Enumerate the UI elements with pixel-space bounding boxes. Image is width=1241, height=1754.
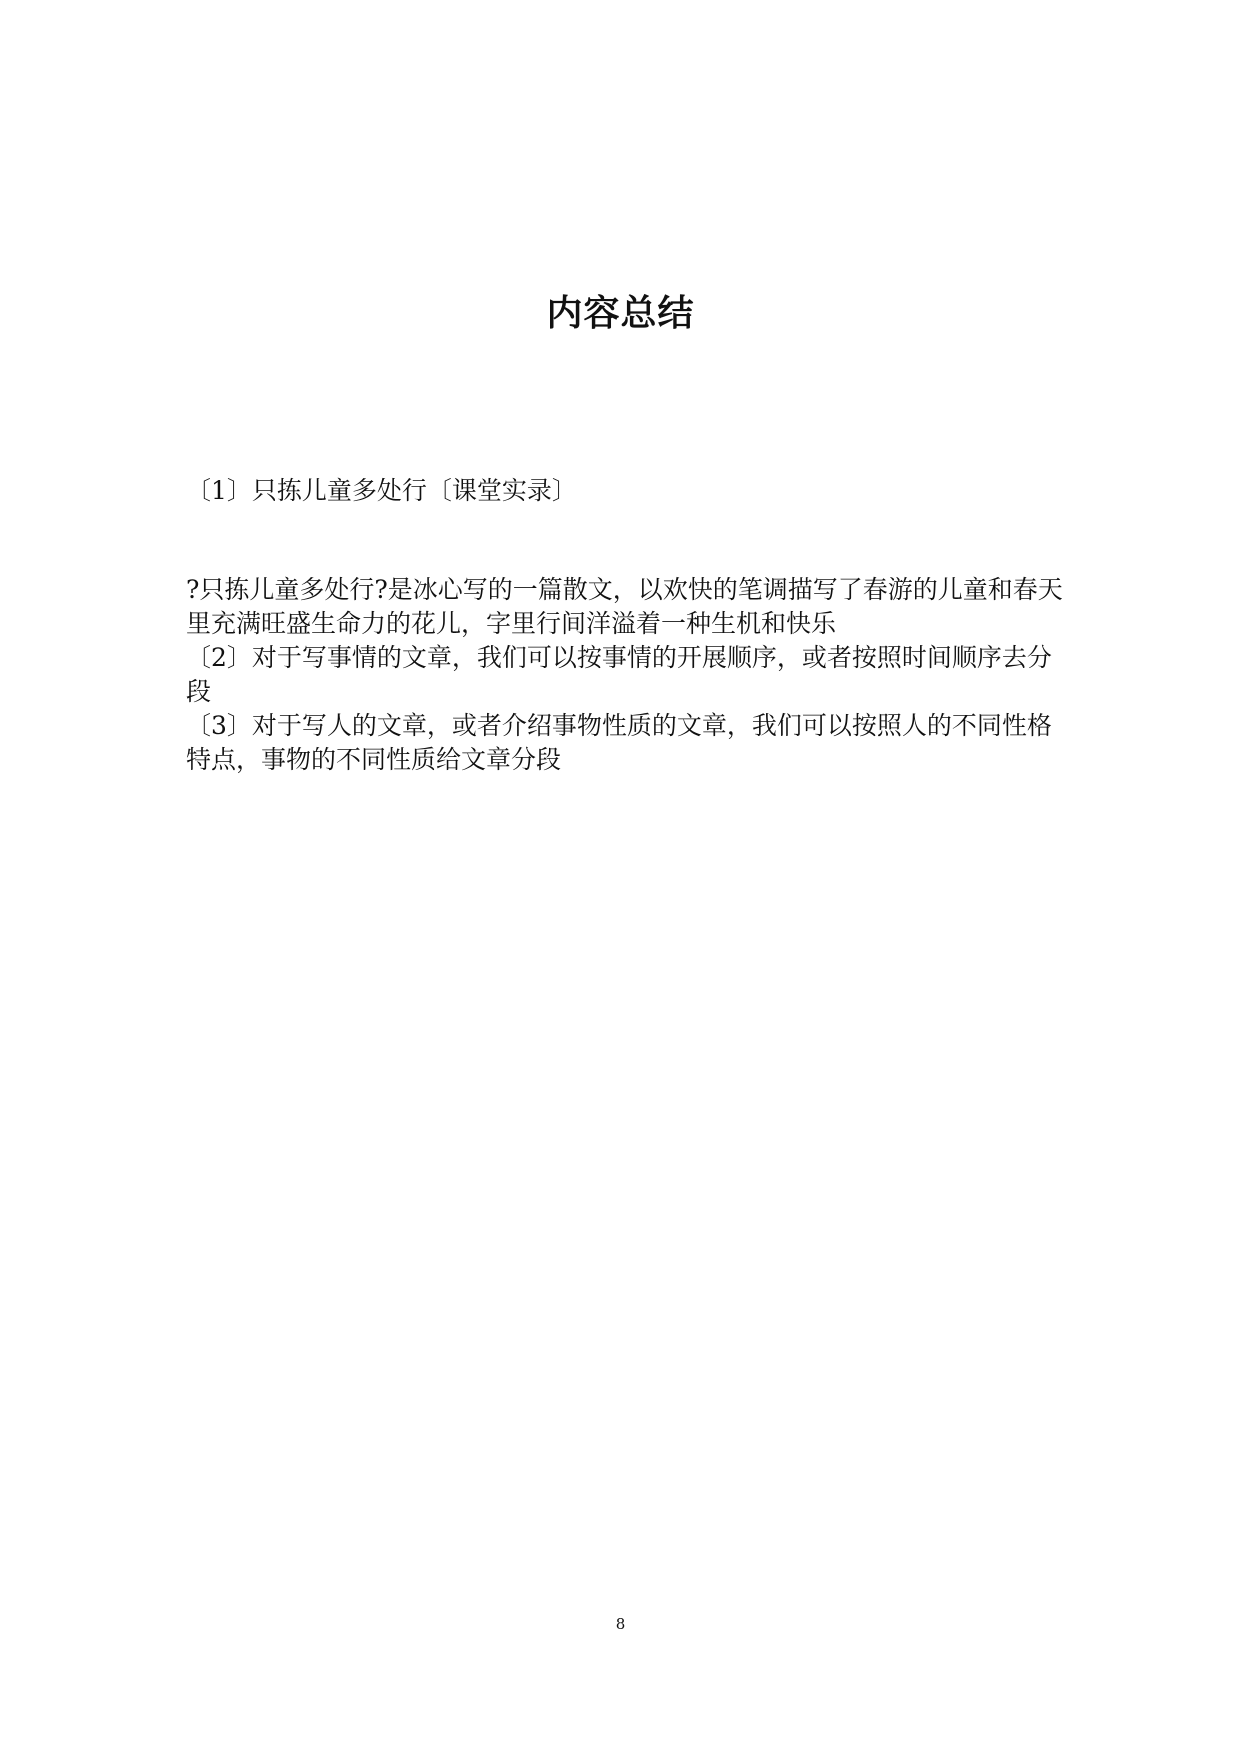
paragraph-point-3: 〔3〕对于写人的文章，或者介绍事物性质的文章，我们可以按照人的不同性格特点，事物的不同性质给文章分段 [186,711,1052,774]
paragraph-point-2: 〔2〕对于写事情的文章，我们可以按事情的开展顺序，或者按照时间顺序去分段 [186,643,1052,706]
page-number: 8 [615,1615,626,1633]
body-text [186,573,1066,777]
section-heading: 〔1〕只拣儿童多处行〔课堂实录〕 [186,476,577,505]
page-title: 内容总结 [546,293,695,334]
paragraph-intro: ?只拣儿童多处行?是冰心写的一篇散文，以欢快的笔调描写了春游的儿童和春天里充满旺盛生命力的花儿，字里行间洋溢着一种生机和快乐 [186,575,1063,638]
